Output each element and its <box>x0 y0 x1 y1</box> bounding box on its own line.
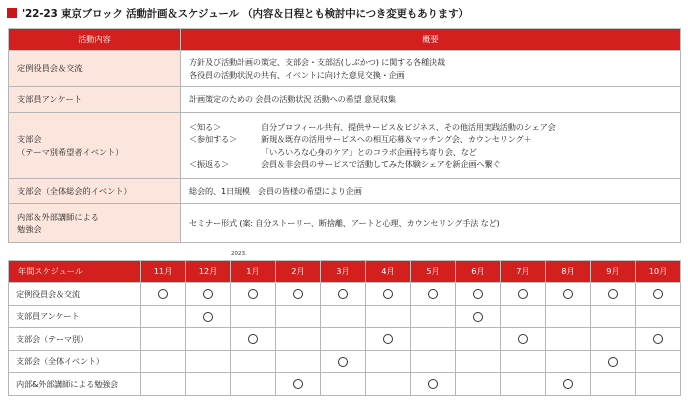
schedule-cell <box>501 328 546 351</box>
plan-description-line: 総会的、1日規模 会員の皆様の希望により企画 <box>189 185 362 196</box>
circle-mark-icon <box>563 379 573 389</box>
schedule-cell <box>276 350 321 373</box>
plan-description <box>181 179 681 204</box>
plan-row <box>9 51 681 87</box>
circle-mark-icon <box>473 289 483 299</box>
schedule-cell <box>231 283 276 306</box>
page-title: '22-23 東京ブロック 活動計画＆スケジュール （内容＆日程とも検討中につき変更もあります） <box>22 7 469 20</box>
schedule-cell <box>591 305 636 328</box>
circle-mark-icon <box>428 289 438 299</box>
circle-mark-icon <box>293 289 303 299</box>
schedule-row-label: 定例役員会＆交流 <box>9 283 141 306</box>
circle-mark-icon <box>383 334 393 344</box>
schedule-cell <box>411 373 456 396</box>
circle-mark-icon <box>653 334 663 344</box>
schedule-cell <box>141 373 186 396</box>
plan-category-line: 勉強会 <box>17 224 42 234</box>
plan-line-tag: ＜振返る＞ <box>189 158 229 169</box>
circle-mark-icon <box>473 312 483 322</box>
plan-header-row <box>9 29 681 51</box>
schedule-cell <box>411 350 456 373</box>
circle-mark-icon <box>428 379 438 389</box>
schedule-cell <box>231 305 276 328</box>
plan-description-line <box>189 158 672 170</box>
schedule-cell <box>186 350 231 373</box>
plan-description-line: 計画策定のための 会員の活動状況 活動への希望 意見収集 <box>189 94 396 105</box>
circle-mark-icon <box>248 334 258 344</box>
schedule-month-header: 11月 <box>141 261 186 283</box>
schedule-row <box>9 305 681 328</box>
schedule-header-row <box>9 261 681 283</box>
schedule-cell <box>366 350 411 373</box>
schedule-month-header: 10月 <box>636 261 681 283</box>
schedule-cell <box>231 373 276 396</box>
schedule-cell <box>591 373 636 396</box>
schedule-row-label: 支部会（全体イベント） <box>9 350 141 373</box>
schedule-cell <box>501 350 546 373</box>
plan-line-text: 自分プロフィール共有、提供サービス＆ビジネス、その他活用実践活動のシェア会 <box>261 121 556 132</box>
circle-mark-icon <box>518 334 528 344</box>
schedule-cell <box>276 283 321 306</box>
plan-row <box>9 204 681 243</box>
schedule-cell <box>321 373 366 396</box>
schedule-cell <box>276 305 321 328</box>
schedule-cell <box>546 283 591 306</box>
schedule-cell <box>276 328 321 351</box>
plan-description-line: セミナー形式 (案: 自分ストーリー、断捨離、アートと心理、カウンセリング手法 など) <box>189 217 500 228</box>
circle-mark-icon <box>608 289 618 299</box>
plan-description-line <box>189 146 672 158</box>
schedule-month-header: 7月 <box>501 261 546 283</box>
plan-row <box>9 113 681 179</box>
plan-category-line: 支部会（全体総会的イベント） <box>17 185 132 196</box>
plan-line-text: 会員＆非会員のサービスで活動してみた体験シェアを新企画へ繋ぐ <box>261 158 501 169</box>
schedule-row <box>9 350 681 373</box>
plan-header-activity: 活動内容 <box>9 29 181 51</box>
schedule-cell <box>366 305 411 328</box>
schedule-cell <box>141 328 186 351</box>
schedule-cell <box>321 328 366 351</box>
schedule-month-header: 5月 <box>411 261 456 283</box>
schedule-cell <box>411 328 456 351</box>
plan-description-line <box>189 133 672 145</box>
year-note: 2023. <box>231 251 247 257</box>
plan-category <box>9 204 181 243</box>
schedule-cell <box>546 350 591 373</box>
plan-category-line: 支部会 <box>17 134 42 145</box>
schedule-cell <box>456 305 501 328</box>
schedule-cell <box>321 305 366 328</box>
schedule-cell <box>501 373 546 396</box>
schedule-cell <box>591 328 636 351</box>
schedule-cell <box>141 283 186 306</box>
plan-row <box>9 179 681 204</box>
schedule-cell <box>186 305 231 328</box>
schedule-row <box>9 283 681 306</box>
schedule-cell <box>366 373 411 396</box>
schedule-cell <box>501 283 546 306</box>
circle-mark-icon <box>203 312 213 322</box>
schedule-cell <box>186 373 231 396</box>
schedule-cell <box>546 305 591 328</box>
schedule-cell <box>141 350 186 373</box>
schedule-cell <box>501 305 546 328</box>
schedule-cell <box>366 283 411 306</box>
plan-description <box>181 113 681 179</box>
schedule-row-label: 支部会（テーマ別） <box>9 328 141 351</box>
schedule-cell <box>231 328 276 351</box>
schedule-row <box>9 373 681 396</box>
schedule-cell <box>546 328 591 351</box>
circle-mark-icon <box>203 289 213 299</box>
circle-mark-icon <box>338 357 348 367</box>
schedule-cell <box>276 373 321 396</box>
circle-mark-icon <box>338 289 348 299</box>
plan-line-tag: ＜参加する＞ <box>189 134 237 145</box>
schedule-month-header: 12月 <box>186 261 231 283</box>
plan-category <box>9 179 181 204</box>
schedule-header-label: 年間スケジュール <box>9 261 141 283</box>
schedule-cell <box>456 283 501 306</box>
plan-description <box>181 204 681 243</box>
schedule-cell <box>636 305 681 328</box>
plan-header-overview: 概要 <box>181 29 681 51</box>
plan-description <box>181 51 681 87</box>
schedule-cell <box>456 373 501 396</box>
plan-description-line: 方針及び活動計画の策定、支部会・支部活(しぶかつ) に関する各種決裁 <box>189 57 446 68</box>
plan-category-line: （テーマ別希望者イベント） <box>17 146 124 157</box>
plan-line-text: 「いろいろな心身のケア」とのコラボ企画持ち寄り会、など <box>261 146 477 157</box>
plan-category-line: 内部＆外部講師による <box>17 211 99 222</box>
title-square-icon <box>7 8 17 18</box>
schedule-cell <box>321 283 366 306</box>
schedule-row-label: 支部員アンケート <box>9 305 141 328</box>
circle-mark-icon <box>608 357 618 367</box>
schedule-cell <box>456 350 501 373</box>
schedule-cell <box>636 373 681 396</box>
circle-mark-icon <box>248 289 258 299</box>
plan-description-line: 各役員の活動状況の共有、イベントに向けた意見交換・企画 <box>189 69 405 80</box>
circle-mark-icon <box>563 289 573 299</box>
schedule-cell <box>411 283 456 306</box>
schedule-cell <box>636 283 681 306</box>
plan-category <box>9 87 181 113</box>
schedule-month-header: 8月 <box>546 261 591 283</box>
plan-description <box>181 87 681 113</box>
schedule-month-header: 2月 <box>276 261 321 283</box>
schedule-month-header: 9月 <box>591 261 636 283</box>
activity-plan-table <box>8 28 681 243</box>
page-title-row <box>7 6 469 20</box>
plan-row <box>9 87 681 113</box>
plan-line-tag: ＜知る＞ <box>189 121 221 132</box>
schedule-cell <box>321 350 366 373</box>
plan-category-line: 支部員アンケート <box>17 94 83 105</box>
schedule-cell <box>186 328 231 351</box>
schedule-cell <box>231 350 276 373</box>
schedule-cell <box>141 305 186 328</box>
plan-category <box>9 113 181 179</box>
schedule-month-header: 6月 <box>456 261 501 283</box>
plan-line-text: 新規＆既存の活用サービスへの相互応募＆マッチング会、カウンセリング＋ <box>261 134 532 145</box>
plan-category <box>9 51 181 87</box>
circle-mark-icon <box>293 379 303 389</box>
plan-description-line <box>189 121 672 133</box>
schedule-month-header: 1月 <box>231 261 276 283</box>
schedule-cell <box>546 373 591 396</box>
circle-mark-icon <box>158 289 168 299</box>
circle-mark-icon <box>653 289 663 299</box>
annual-schedule-table <box>8 260 681 396</box>
schedule-cell <box>366 328 411 351</box>
schedule-cell <box>456 328 501 351</box>
schedule-row <box>9 328 681 351</box>
schedule-month-header: 4月 <box>366 261 411 283</box>
schedule-cell <box>186 283 231 306</box>
plan-category-line: 定例役員会＆交流 <box>17 63 83 74</box>
schedule-row-label: 内部&外部講師による勉強会 <box>9 373 141 396</box>
schedule-month-header: 3月 <box>321 261 366 283</box>
schedule-cell <box>591 283 636 306</box>
circle-mark-icon <box>518 289 528 299</box>
circle-mark-icon <box>383 289 393 299</box>
schedule-cell <box>636 328 681 351</box>
schedule-cell <box>411 305 456 328</box>
schedule-cell <box>636 350 681 373</box>
schedule-cell <box>591 350 636 373</box>
